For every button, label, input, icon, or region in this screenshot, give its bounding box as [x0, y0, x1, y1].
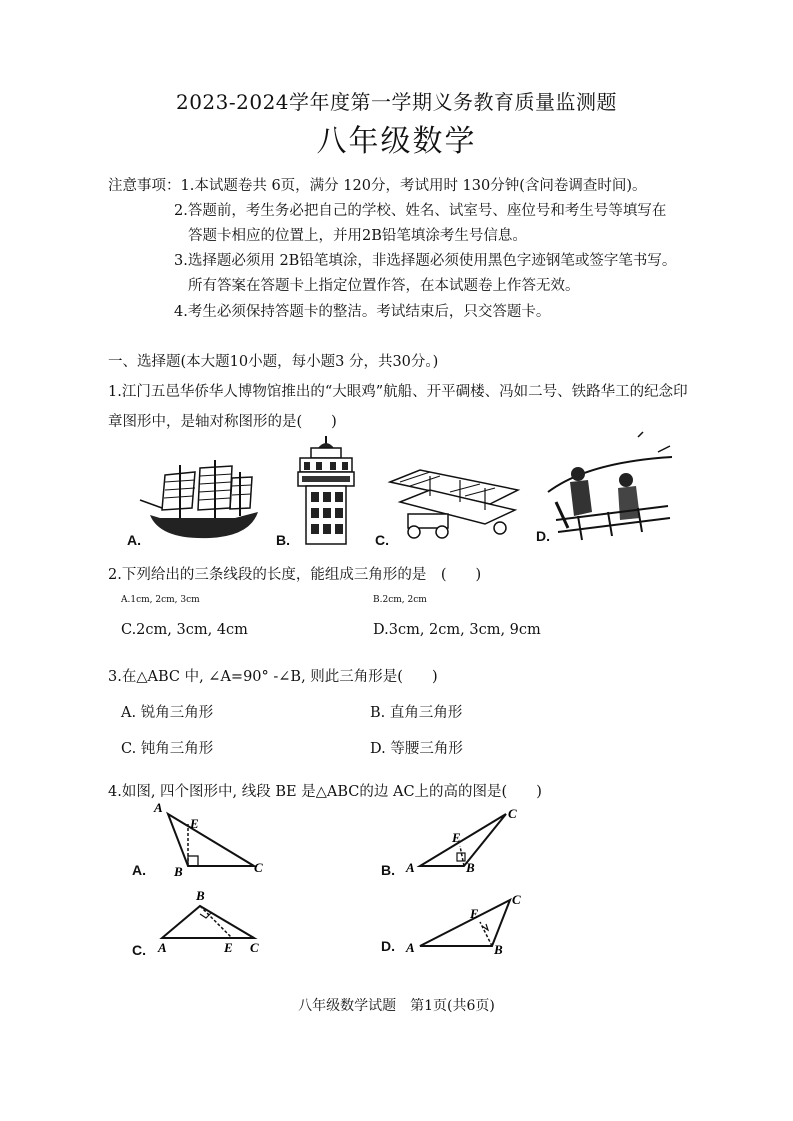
q4-label-d: D.: [381, 938, 395, 954]
note-line-6: 4.考生必须保持答题卡的整洁。考试结束后，只交答题卡。: [174, 304, 551, 320]
note-line-1: 注意事项：1.本试题卷共 6页，满分 120分，考试用时 130分钟(含问卷调查时间)。: [108, 178, 647, 194]
note-line-4: 3.选择题必须用 2B铅笔填涂，非选择题必须使用黑色字迹钢笔或签字笔书写。: [174, 253, 677, 269]
q3-stem: 3.在△ABC 中, ∠A=90° -∠B, 则此三角形是( ): [108, 669, 438, 685]
q3-option-d: D. 等腰三角形: [370, 741, 463, 757]
note-line-2: 2.答题前，考生务必把自己的学校、姓名、试室号、座位号和考生号等填写在: [174, 203, 667, 219]
q4-stem: 4.如图, 四个图形中, 线段 BE 是△ABC的边 AC上的高的图是( ): [108, 784, 542, 800]
q4b-point-a: A: [406, 860, 415, 875]
q4-label-a: A.: [132, 862, 146, 878]
q4a-point-e: E: [190, 816, 199, 831]
q4d-point-a: A: [406, 940, 415, 955]
q4-figure-c: [150, 886, 280, 956]
q4d-point-c: C: [512, 892, 521, 907]
q4d-point-b: B: [494, 942, 503, 957]
sailing-ship-icon: [140, 460, 265, 545]
q4-figure-d: [400, 890, 530, 960]
q2-stem: 2.下列给出的三条线段的长度，能组成三角形的是 ( ): [108, 567, 482, 583]
q2-option-d: D.3cm, 2cm, 3cm, 9cm: [373, 622, 541, 638]
q2-option-b: B.2cm, 2cm: [373, 595, 427, 605]
note-line-3: 答题卡相应的位置上，并用2B铅笔填涂考生号信息。: [188, 228, 527, 244]
q4-figure-a: [150, 800, 270, 880]
q1-label-b: B.: [276, 532, 290, 548]
q4c-point-a: A: [158, 940, 167, 955]
q3-option-c: C. 钝角三角形: [121, 741, 214, 757]
q1-label-c: C.: [375, 532, 389, 548]
q4c-point-e: E: [224, 940, 233, 955]
biplane-icon: [390, 462, 520, 542]
q4b-point-b: B: [466, 860, 475, 875]
q1-label-a: A.: [127, 532, 141, 548]
watchtower-icon: [296, 436, 356, 546]
q1-stem-line-2: 章图形中，是轴对称图形的是( ): [108, 414, 337, 430]
q2-option-a: A.1cm, 2cm, 3cm: [121, 595, 200, 605]
q4a-point-a: A: [154, 800, 163, 815]
q4-label-c: C.: [132, 942, 146, 958]
q3-option-a: A. 锐角三角形: [121, 705, 214, 721]
q4a-point-b: B: [174, 864, 183, 879]
railway-workers-icon: [548, 432, 672, 544]
exam-subject: 八年级数学: [316, 124, 477, 159]
q4b-point-c: C: [508, 806, 517, 821]
q1-stem-line-1: 1.江门五邑华侨华人博物馆推出的“大眼鸡”航船、开平碉楼、冯如二号、铁路华工的纪念印: [108, 384, 688, 400]
exam-title: 2023-2024学年度第一学期义务教育质量监测题: [175, 90, 618, 114]
q4c-point-b: B: [196, 888, 205, 903]
note-line-5: 所有答案在答题卡上指定位置作答，在本试题卷上作答无效。: [188, 278, 580, 294]
q4c-point-c: C: [250, 940, 259, 955]
q4d-point-e: E: [470, 906, 479, 921]
q3-option-b: B. 直角三角形: [370, 705, 463, 721]
page-footer: 八年级数学试题 第1页(共6页): [298, 998, 495, 1014]
q1-label-d: D.: [536, 528, 550, 544]
q4a-point-c: C: [254, 860, 263, 875]
q4-figure-b: [400, 800, 530, 880]
q4b-point-e: E: [452, 830, 461, 845]
q4-label-b: B.: [381, 862, 395, 878]
q2-option-c: C.2cm, 3cm, 4cm: [121, 622, 248, 638]
section-heading: 一、选择题(本大题10小题，每小题3 分，共30分。): [108, 354, 439, 370]
